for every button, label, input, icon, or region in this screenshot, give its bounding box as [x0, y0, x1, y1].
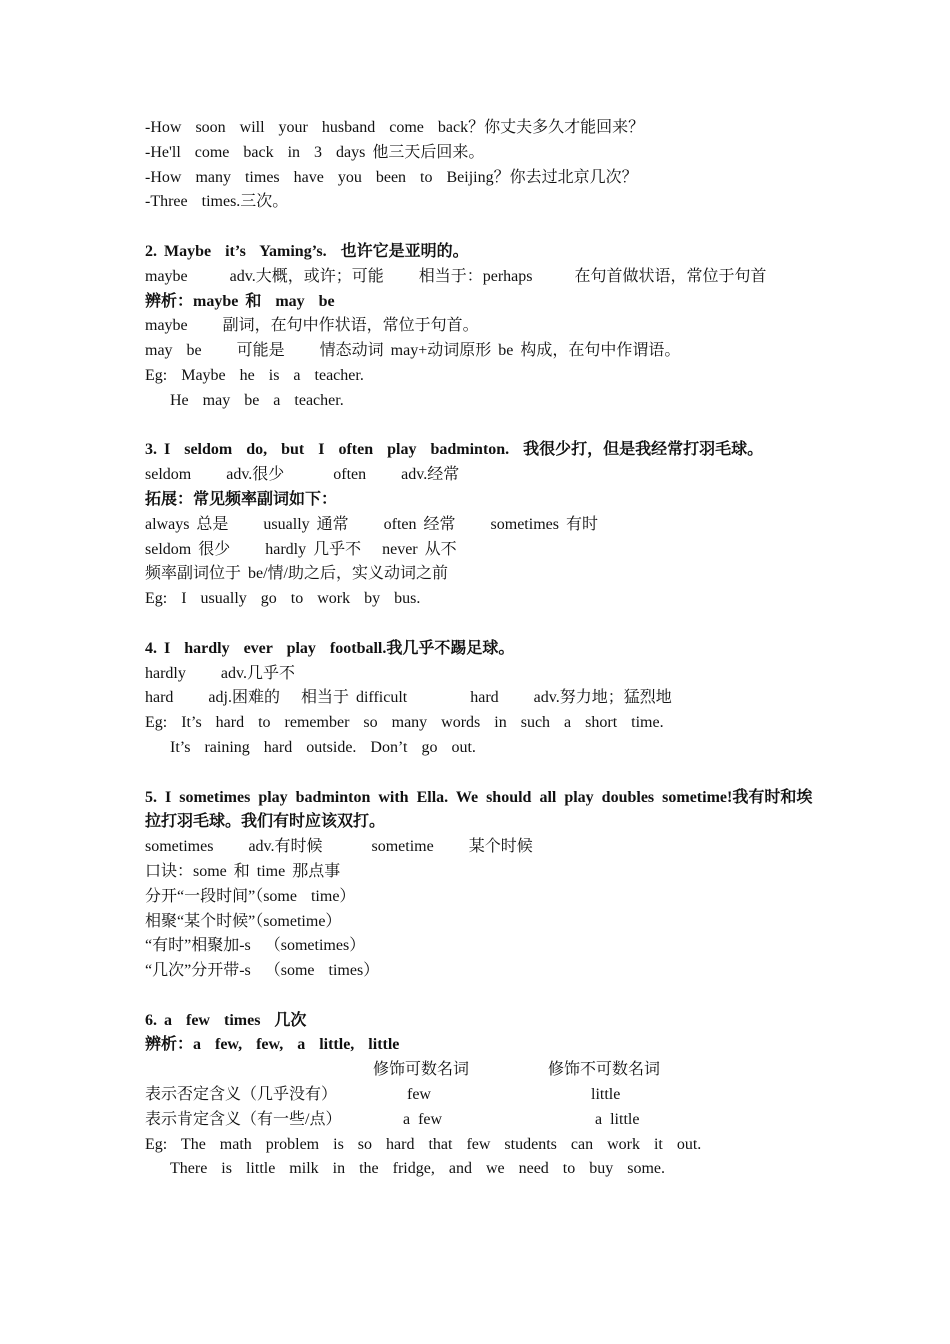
- text-line: may be 可能是 情态动词 may+动词原形 be 构成，在句中作谓语。: [145, 342, 681, 360]
- text-line: 相聚“某个时候”（sometime）: [145, 912, 342, 930]
- text-line: seldom adv.很少 often adv.经常: [145, 466, 460, 484]
- text-line: maybe 副词，在句中作状语，常位于句首。: [145, 317, 479, 335]
- dialogue-line: -He'll come back in 3 days 他三天后回来。: [145, 143, 485, 161]
- text-line: maybe adv.大概，或许；可能 相当于：perhaps 在句首做状语，常位于句首: [145, 267, 767, 285]
- table-cell: a little: [595, 1110, 640, 1128]
- dialogue-line: -How many times have you been to Beijing？你去过北京几次？: [145, 168, 638, 186]
- table-cell: few: [407, 1086, 431, 1104]
- example-line: He may be a teacher.: [170, 391, 344, 409]
- example-line: Eg: The math problem is so hard that few students can work it out.: [145, 1135, 702, 1153]
- section-heading-3: 3. I seldom do, but I often play badminton. 我很少打，但是我经常打羽毛球。: [145, 441, 764, 459]
- example-line: Eg: It’s hard to remember so many words in such a short time.: [145, 714, 664, 732]
- comparison-table-row: [145, 1083, 815, 1108]
- spacer: [145, 414, 815, 439]
- text-line: sometimes adv.有时候 sometime 某个时候: [145, 838, 533, 856]
- section-heading-5: 5. I sometimes play badminton with Ella. We should all play doubles sometime!我有时和埃拉打羽毛球。我们有时应该双打。: [145, 788, 813, 831]
- example-line: It’s raining hard outside. Don’t go out.: [170, 738, 476, 756]
- comparison-table-row: [145, 1108, 815, 1133]
- column-header-uncountable: 修饰不可数名词: [548, 1061, 661, 1079]
- dialogue-line: -Three times.三次。: [145, 193, 289, 211]
- row-label: 表示否定含义（几乎没有）: [145, 1086, 338, 1104]
- table-cell: little: [591, 1086, 621, 1104]
- example-line: There is little milk in the fridge, and we need to buy some.: [170, 1160, 666, 1178]
- text-line: 频率副词位于 be/情/助之后，实义动词之前: [145, 565, 448, 583]
- text-line: “几次”分开带-s （some times）: [145, 962, 380, 980]
- comparison-table-header: [145, 1058, 815, 1083]
- row-label: 表示肯定含义（有一些/点）: [145, 1110, 342, 1128]
- column-header-countable: 修饰可数名词: [373, 1061, 470, 1079]
- subheading: 辨析：a few, few, a little, little: [145, 1036, 400, 1054]
- spacer: [145, 984, 815, 1009]
- subheading: 拓展：常见频率副词如下：: [145, 490, 338, 508]
- section-heading-4: 4. I hardly ever play football.我几乎不踢足球。: [145, 639, 515, 657]
- text-line: hardly adv.几乎不: [145, 664, 295, 682]
- table-cell: a few: [403, 1110, 443, 1128]
- text-line: 分开“一段时间”（some time）: [145, 887, 356, 905]
- subheading: 辨析：maybe 和 may be: [145, 292, 335, 310]
- text-line: always 总是 usually 通常 often 经常 sometimes 有时: [145, 515, 598, 533]
- text-line: “有时”相聚加-s （sometimes）: [145, 937, 366, 955]
- dialogue-line: -How soon will your husband come back？你丈夫多久才能回来？: [145, 119, 645, 136]
- section-heading-2: 2. Maybe it’s Yaming’s. 也许它是亚明的。: [145, 242, 469, 260]
- spacer: [145, 612, 815, 637]
- example-line: Eg: Maybe he is a teacher.: [145, 366, 364, 384]
- document-page: [145, 116, 815, 1182]
- example-line: Eg: I usually go to work by bus.: [145, 590, 421, 608]
- text-line: seldom 很少 hardly 几乎不 never 从不: [145, 540, 457, 558]
- spacer: [145, 215, 815, 240]
- text-line: 口诀：some 和 time 那点事: [145, 862, 341, 880]
- spacer: [145, 761, 815, 786]
- section-heading-6: 6. a few times 几次: [145, 1011, 307, 1029]
- text-line: hard adj.困难的 相当于 difficult hard adv.努力地；猛烈地: [145, 689, 672, 707]
